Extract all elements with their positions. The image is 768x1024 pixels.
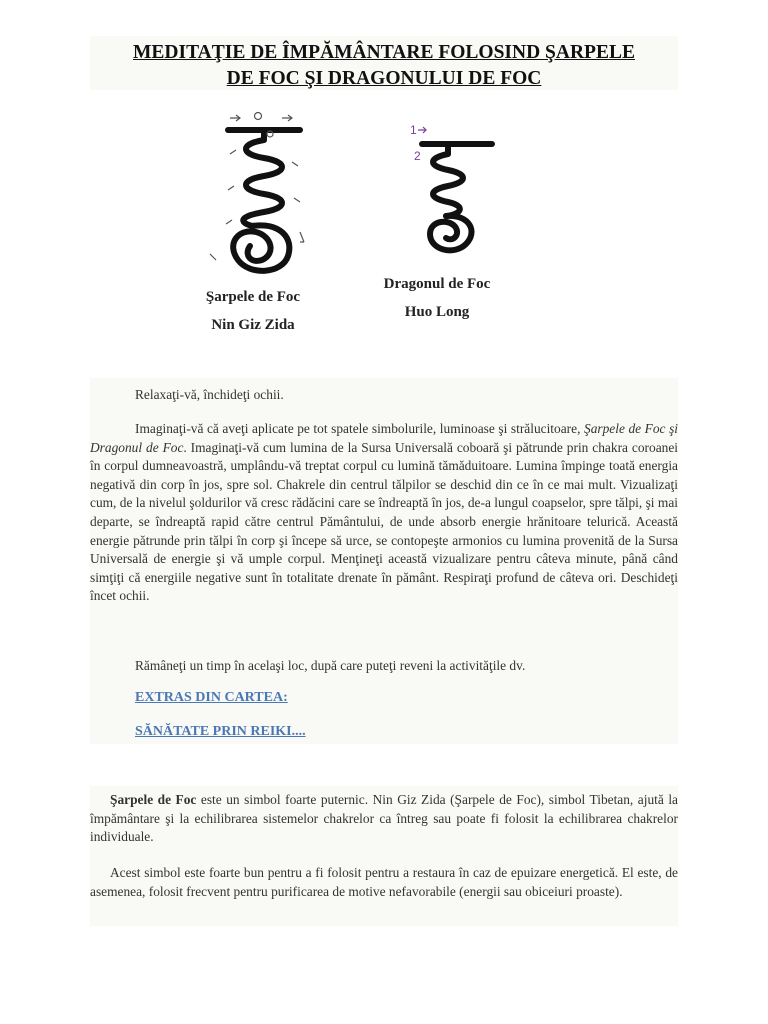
title-line-1: MEDITAŢIE DE ÎMPĂMÂNTARE FOLOSIND ŞARPELE <box>133 42 635 63</box>
serpent-bold-term: Şarpele de Foc <box>110 792 197 807</box>
dragon-caption <box>362 270 512 326</box>
fire-serpent-symbol <box>200 110 320 280</box>
dragon-name: Dragonul de Foc <box>383 276 491 292</box>
serpent-caption <box>178 283 328 339</box>
meditation-text-a: Imaginaţi-vă că aveţi aplicate pe tot spatele simbolurile, luminoase şi strălucitoare, <box>135 421 584 436</box>
mark-1: 1 <box>410 123 417 137</box>
meditation-paragraph-1: Relaxaţi-vă, închideţi ochii. <box>135 387 284 402</box>
page-title <box>90 40 678 92</box>
meditation-paragraph-2 <box>90 420 678 606</box>
description-paragraph-1 <box>90 791 678 847</box>
serpent-name: Şarpele de Foc <box>205 289 301 305</box>
serpent-subtitle: Nin Giz Zida <box>211 317 295 333</box>
description-paragraph-2: Acest simbol este foarte bun pentru a fi folosit pentru a restaura în caz de epuizare energetică. El este, de asemenea, folosit frecvent pentru purificarea de motive nefavorabile (energii sau obiceiuri proaste). <box>90 865 678 899</box>
book-title-link[interactable]: SĂNĂTATE PRIN REIKI.... <box>135 724 306 739</box>
fire-dragon-symbol <box>400 122 510 262</box>
meditation-text-b: . Imaginaţi-vă cum lumina de la Sursa Universală coboară şi pătrunde prin chakra coroanei în corpul dumneavoastră, umplându-vă treptat corpul cu lumină tămăduitoare. Lumina împinge toată energia negativă din corp în jos, spre sol. Chakrele din centrul tălpilor se deschid din ce în ce mai mult. Vizualizaţi cum, de la nivelul şoldurilor vă cresc rădăcini care se îndreaptă în jos, de-a lungul coapselor, spre tălpi, şi mai departe, se îndreaptă rapid către centrul Pământului, de unde absorb energie hrănitoare telurică. Această energie pătrunde prin tălpi în corp şi începe să urce, se contopeşte armonios cu lumina provenită de la Sursa Universală de energie şi vă umple corpul. Menţineţi această vizualizare pentru câteva minute, până când simţiţi că energiile negative sunt în totalitate drenate în pământ. Respiraţi profund de câteva ori. Deschideţi încet ochii. <box>90 439 678 604</box>
symbols-italic: Şarpele de Foc şi Dragonul de Foc <box>90 421 678 455</box>
dragon-subtitle: Huo Long <box>404 304 470 320</box>
description-text-1: este un simbol foarte puternic. Nin Giz Zida (Şarpele de Foc), simbol Tibetan, ajută la împământare şi la echilibrarea sistemelor chakrelor ca întreg sau poate fi folosit la echilibrarea chakrelor individuale. <box>90 792 679 845</box>
book-extract-link[interactable]: EXTRAS DIN CARTEA: <box>135 690 288 705</box>
meditation-paragraph-3: Rămâneţi un timp în acelaşi loc, după care puteţi reveni la activităţile dv. <box>135 658 526 673</box>
title-line-2: DE FOC ŞI DRAGONULUI DE FOC <box>226 68 542 89</box>
mark-2: 2 <box>414 149 421 163</box>
